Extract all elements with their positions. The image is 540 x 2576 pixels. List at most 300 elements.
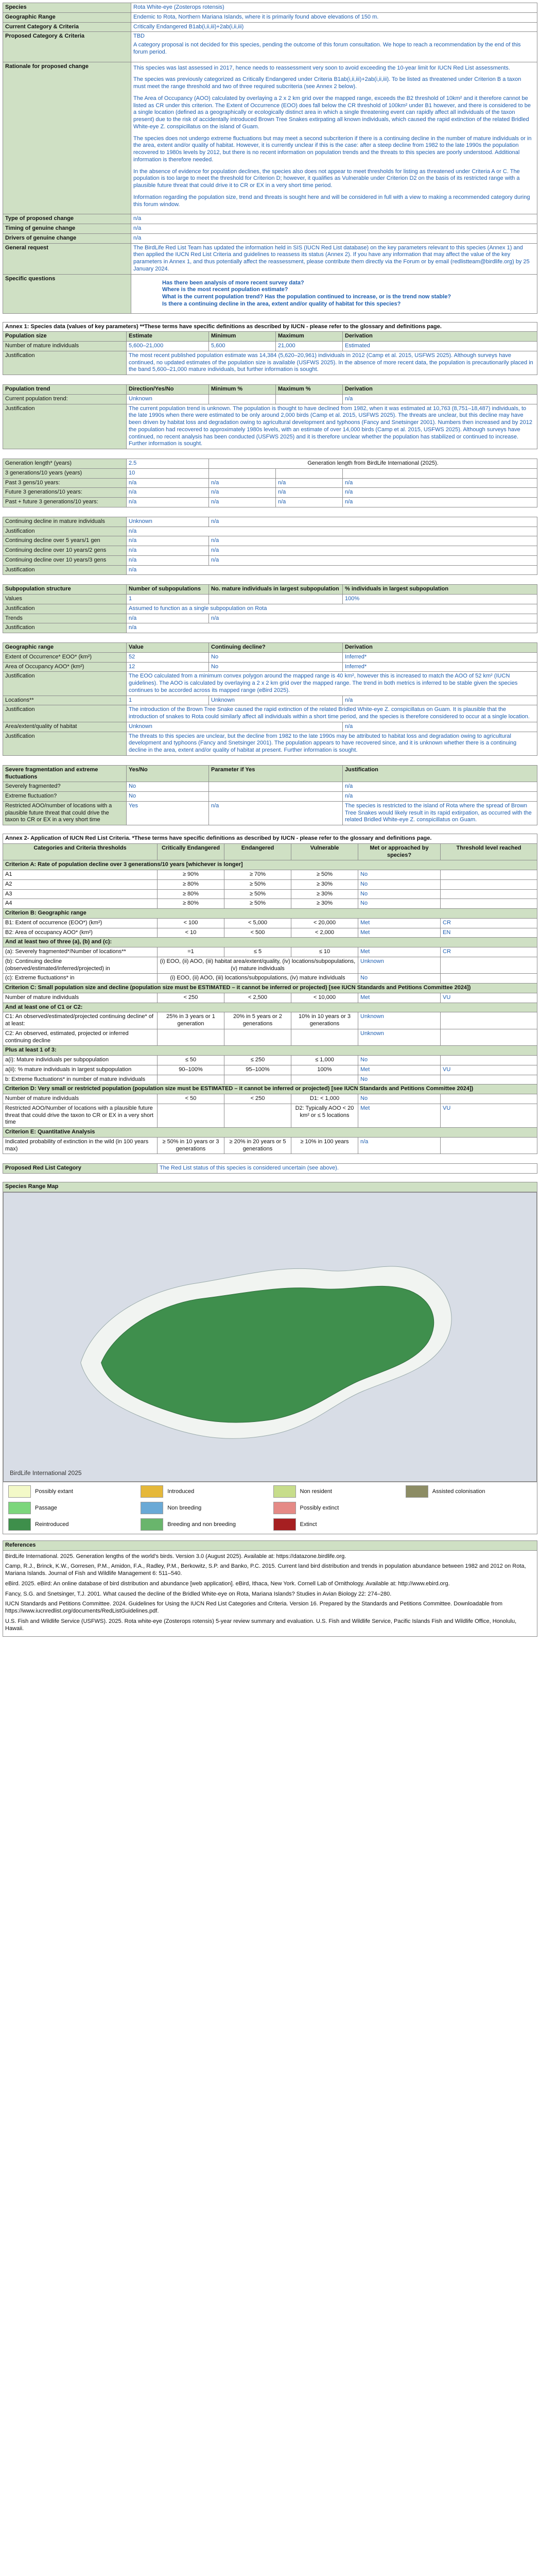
- e-cr: ≥ 50% in 10 years or 3 generations: [158, 1137, 224, 1154]
- c-met: Met: [358, 993, 441, 1003]
- c1-level: [441, 1012, 537, 1029]
- a-en: ≥ 70%: [224, 870, 291, 880]
- d-cr: < 50: [158, 1094, 224, 1104]
- sub-trend2: n/a: [209, 614, 537, 623]
- a-level: [441, 870, 537, 880]
- sub-header-0: Subpopulation structure: [3, 585, 127, 595]
- sub-percent: 100%: [343, 595, 537, 604]
- criterion-b-title: Criterion B: Geographic range: [3, 909, 537, 919]
- e-met: n/a: [358, 1137, 441, 1154]
- cont-value: n/a: [127, 536, 209, 546]
- criterion-a-title: Criterion A: Rate of population decline over 3 generations/10 years [whichever is longer]: [3, 860, 537, 870]
- c-sub-cr: [158, 1075, 224, 1084]
- legend-swatch-9: [273, 1518, 296, 1531]
- pop-header-1: Estimate: [127, 332, 209, 342]
- cont-value: n/a: [127, 546, 209, 556]
- geo-header-2: Continuing decline?: [209, 643, 343, 653]
- locations-derivation: n/a: [343, 696, 537, 705]
- pop-maximum: 21,000: [276, 342, 343, 351]
- general-request-text: The BirdLife Red List Team has updated the information held in SIS (IUCN Red List database) on the key parameters relevant to this species (Annex 1) and then applied the IUCN Red List Criteria and guidelines to reassess its status (Annex 2). If you have any information that may affect the value of the key parameters in Annex 1, and thus potentially affect the reassessment, please contribute them directly via the Forum or by email (redlistteam@birdlife.org) by 25 January 2024.: [131, 243, 537, 274]
- rows3-cell: n/a: [343, 478, 537, 488]
- frag-row-label: Severely fragmented?: [3, 782, 127, 792]
- b-row-label: B1: Extent of occurrence (EOO*) (km²): [3, 918, 158, 928]
- rows3-label: Future 3 generations/10 years:: [3, 488, 127, 498]
- criterion-c-and: And at least one of C1 or C2:: [3, 1003, 537, 1012]
- reference-item: BirdLife International. 2025. Generation lengths of the world's birds. Version 3.0 (August 2025). Available at: https://datazone.birdlife.org.: [5, 1553, 346, 1560]
- e-vu: ≥ 10% in 100 years: [291, 1137, 358, 1154]
- rows3-value: 10: [127, 468, 209, 478]
- trend-min: [209, 394, 276, 404]
- sub-row-label: Justification: [3, 623, 127, 633]
- trend-derivation: n/a: [343, 394, 537, 404]
- c-cr: < 250: [158, 993, 224, 1003]
- d-met: Met: [358, 1104, 441, 1127]
- c-vu: < 10,000: [291, 993, 358, 1003]
- annex1-table: [3, 322, 537, 826]
- threat-label: Restricted AOO/number of locations with a plausible future threat that could drive the taxon to CR or EX in a very short time: [3, 801, 127, 825]
- rationale-paragraph: This species was last assessed in 2017, hence needs to reassessment very soon to avoid exceeding the 10-year limit for IUCN Red List assessments.: [133, 64, 510, 71]
- legend-label: Breeding and non breeding: [167, 1521, 236, 1528]
- geo-decline: No: [209, 662, 343, 672]
- rows3-cell: [209, 468, 276, 478]
- c2-vu: [291, 1029, 358, 1046]
- e-level: [441, 1137, 537, 1154]
- c-sub-met: Met: [358, 1065, 441, 1075]
- legend-swatch-1: [141, 1485, 163, 1498]
- b-en: < 5,000: [224, 918, 291, 928]
- pop-derivation: Estimated: [343, 342, 537, 351]
- rationale-paragraph: The species does not undergo extreme fluctuations but may meet a second subcriterion if there is a continuing decline in the number of mature individuals or in the area, extent and/or quality of habitat. However, it is currently unclear if this is the case: after a steep decline from 1982 to the late 1990s the population recovered to 1980s levels by 2012, but there is no recent information on population trends and the threats to this species are poorly understood. Additional information is therefore needed.: [133, 135, 532, 163]
- drivers-value: n/a: [131, 233, 537, 243]
- b-vu: < 2,000: [291, 928, 358, 938]
- b-b-label: (b): Continuing decline (observed/estimated/inferred/projected) in: [3, 957, 158, 974]
- a-en: ≥ 50%: [224, 879, 291, 889]
- reference-item: eBird. 2025. eBird: An online database of bird distribution and abundance [web application]. eBird, Ithaca, New York. Cornell Lab of Ornithology. Available at: http://www.ebird.org.: [5, 1580, 450, 1587]
- c-en: < 2,500: [224, 993, 291, 1003]
- c1-label: C1: An observed/estimated/projected continuing decline* of at least:: [3, 1012, 158, 1029]
- current-category: Critically Endangered B1ab(i,ii,iii)+2ab(i,ii,iii): [131, 22, 537, 32]
- rationale-label: Rationale for proposed change: [3, 62, 131, 214]
- a-cr: ≥ 80%: [158, 889, 224, 899]
- rows3-cell: n/a: [343, 488, 537, 498]
- map-title: Species Range Map: [3, 1182, 537, 1192]
- legend-swatch-0: [8, 1485, 31, 1498]
- frag-header-3: Justification: [343, 765, 537, 782]
- legend-swatch-3: [406, 1485, 428, 1498]
- d-en: < 250: [224, 1094, 291, 1104]
- b-level: EN: [441, 928, 537, 938]
- sub-row-label: Justification: [3, 604, 127, 614]
- c2-level: [441, 1029, 537, 1046]
- c1-en: 20% in 5 years or 2 generations: [224, 1012, 291, 1029]
- legend-swatch-6: [273, 1502, 296, 1514]
- pop-row-label: Number of mature individuals: [3, 342, 127, 351]
- b-a-cr: =1: [158, 947, 224, 957]
- map-legend: [5, 1483, 535, 1533]
- locations-decline: Unknown: [209, 696, 343, 705]
- trend-header-4: Derivation: [343, 385, 537, 395]
- cont-value: Unknown: [127, 517, 209, 527]
- rows3-cell: n/a: [209, 498, 276, 507]
- a2-head: Vulnerable: [291, 843, 358, 860]
- a-vu: ≥ 30%: [291, 889, 358, 899]
- rows3-label: 3 generations/10 years (years): [3, 468, 127, 478]
- locations-label: Locations**: [3, 696, 127, 705]
- geo-row-label: Extent of Occurrence* EOO* (km²): [3, 652, 127, 662]
- sub-row-label: Trends: [3, 614, 127, 623]
- sub-header-2: No. mature individuals in largest subpopulation: [209, 585, 343, 595]
- question-item: Has there been analysis of more recent survey data?: [162, 279, 304, 286]
- reference-item: Fancy, S.G. and Snetsinger, T.J. 2001. What caused the decline of the Bridled White-eye on Rota, Mariana Islands? Studies in Avian Biology 22: 274–280.: [5, 1590, 392, 1597]
- trend-header-1: Direction/Yes/No: [127, 385, 209, 395]
- criterion-c-title: Criterion C: Small population size and decline (population size must be ESTIMATED – it cannot be inferred or projected) [see IUCN Standards and Petitions Committee 2024]): [3, 984, 537, 993]
- c-sub-vu: ≤ 1,000: [291, 1056, 358, 1065]
- legend-swatch-8: [141, 1518, 163, 1531]
- reference-item: U.S. Fish and Wildlife Service (USFWS). 2025. Rota white-eye (Zosterops rotensis) 5-year review summary and evaluation. U.S. Fish and Wildlife Service, Pacific Islands Fish and Wildlife Office, Honolulu, Hawaii.: [5, 1618, 517, 1632]
- geo-decline: No: [209, 652, 343, 662]
- b-a-level: CR: [441, 947, 537, 957]
- rows3-label: Past + future 3 generations/10 years:: [3, 498, 127, 507]
- c-sub-cr: ≤ 50: [158, 1056, 224, 1065]
- criterion-b-and: And at least two of three (a), (b) and (c):: [3, 938, 537, 947]
- factsheet: [3, 3, 537, 1637]
- legend-label: Assisted colonisation: [432, 1488, 485, 1495]
- pop-header-3: Maximum: [276, 332, 343, 342]
- legend-label: Reintroduced: [35, 1521, 69, 1528]
- b-met: Met: [358, 918, 441, 928]
- habitat-derivation: n/a: [343, 722, 537, 732]
- b-cr: < 100: [158, 918, 224, 928]
- cont-label: Continuing decline in mature individuals: [3, 517, 127, 527]
- b-vu: < 20,000: [291, 918, 358, 928]
- rationale-paragraph: In the absence of evidence for population declines, the species also does not appear to meet thresholds for listing as threatened under Criteria A or C. The population is too large to meet the threshold for Criterion D; however, it qualifies as Vulnerable under Criterion D2 on the basis of its restricted range with a plausible future threat that could drive it to CR or EX in a very short time period.: [133, 168, 520, 189]
- a-level: [441, 889, 537, 899]
- pop-header-4: Derivation: [343, 332, 537, 342]
- cont-label: Continuing decline over 10 years/3 gens: [3, 555, 127, 565]
- reference-item: IUCN Standards and Petitions Committee. 2024. Guidelines for Using the IUCN Red List Categories and Criteria. Version 16. Prepared by the Standards and Petitions Committee. Downloadable from https://www.iucnredlist.org/documents/RedListGuidelines.pdf.: [5, 1601, 503, 1614]
- geo-header-0: Geographic range: [3, 643, 127, 653]
- rows3-cell: n/a: [276, 488, 343, 498]
- map-credit: BirdLife International 2025: [9, 1469, 82, 1477]
- c1-cr: 25% in 3 years or 1 generation: [158, 1012, 224, 1029]
- rows3-cell: n/a: [276, 478, 343, 488]
- d-met: No: [358, 1094, 441, 1104]
- rows3-cell: [343, 468, 537, 478]
- trend-max: [276, 394, 343, 404]
- b-c-label: (c): Extreme fluctuations* in: [3, 974, 158, 984]
- annex2-title: Annex 2- Application of IUCN Red List Criteria. *These terms have specific definitions as described by IUCN - please refer to the glossary and definitions page.: [3, 834, 537, 844]
- frag-header-1: Yes/No: [127, 765, 209, 782]
- pop-minimum: 5,600: [209, 342, 276, 351]
- geo-value: 52: [127, 652, 209, 662]
- trend-direction: Unknown: [127, 394, 209, 404]
- geo-justification: The EOO calculated from a minimum convex polygon around the mapped range is 40 km², however this is increased to match the AOO of 52 km² (IUCN guidelines). The AOO is calculated by overlaying a 2 x 2 km grid over the mapped range. The trend in both metrics is inferred to be stable given the species continues to be accorded across its mapped range (eBird 2025).: [127, 672, 537, 696]
- trend-row-label: Current population trend:: [3, 394, 127, 404]
- d-en: [224, 1104, 291, 1127]
- locations-justification: The introduction of the Brown Tree Snake caused the rapid extinction of the related Bridled White-eye Z. conspicillatus on Guam. It is plausible that the introduction of snakes to Rota could similarly affect all individuals within a short time period, and the species is therefore considered to occur at a single location.: [127, 705, 537, 722]
- b-b-met: Unknown: [358, 957, 441, 974]
- sub-count: 1: [127, 595, 209, 604]
- b-a-vu: ≤ 10: [291, 947, 358, 957]
- cont-value: n/a: [127, 565, 537, 575]
- a-row-label: A3: [3, 889, 158, 899]
- rows3-cell: n/a: [343, 498, 537, 507]
- current-category-label: Current Category & Criteria: [3, 22, 131, 32]
- type-value: n/a: [131, 214, 537, 224]
- sub-justification: Assumed to function as a single subpopulation on Rota: [127, 604, 537, 614]
- geo-header-1: Value: [127, 643, 209, 653]
- frag-param: [209, 792, 343, 802]
- timing-label: Timing of genuine change: [3, 224, 131, 234]
- legend-swatch-5: [141, 1502, 163, 1514]
- proposed-red-list-text: The Red List status of this species is considered uncertain (see above).: [158, 1164, 537, 1174]
- sub-largest: [209, 595, 343, 604]
- c-sub-label: b: Extreme fluctuations* in number of mature individuals: [3, 1075, 158, 1084]
- b-cr: < 10: [158, 928, 224, 938]
- justification-label: Justification: [3, 732, 127, 755]
- rationale-text: [131, 62, 537, 214]
- frag-header-0: Severe fragmentation and extreme fluctuations: [3, 765, 127, 782]
- sub-trend: n/a: [127, 614, 209, 623]
- pop-header-2: Minimum: [209, 332, 276, 342]
- cont-label: Justification: [3, 527, 127, 536]
- c-sub-level: VU: [441, 1065, 537, 1075]
- proposed-text: A category proposal is not decided for this species, pending the outcome of this forum consultation. We hope to reach a recommendation by the end of this forum period.: [133, 42, 521, 55]
- trend-justification: The current population trend is unknown. The population is thought to have declined from 1982, when it was estimated at 10,763 (8,751–18,487) individuals, to the late 1990s when there were estimated to be only around 2,000 birds (Camp et al. 2015, USFWS 2025). The threats are unclear, but this decline may have been driven by habitat loss and degradation owing to agricultural development and typhoons (Fancy and Snetsinger 2001). Numbers then increased and by 2012 the population had recovered to approximately 1980s levels, with an estimate of over 14,000 birds (Camp et al. 2015, USFWS 2025). Although surveys have continued, no recent analysis has been conducted (USFWS 2025) and it is therefore unclear whether the population has stabilized or continued to increase. Further information is sought.: [127, 404, 537, 449]
- a-met: No: [358, 879, 441, 889]
- proposed-red-list-label: Proposed Red List Category: [3, 1164, 158, 1174]
- proposed-category-label: Proposed Category & Criteria: [3, 32, 131, 62]
- locations-value: 1: [127, 696, 209, 705]
- proposed-category: [131, 32, 537, 62]
- trend-header-3: Maximum %: [276, 385, 343, 395]
- proposed-tbd: TBD: [133, 33, 145, 40]
- c-sub-level: [441, 1075, 537, 1084]
- gen-length-source: Generation length from BirdLife International (2025).: [209, 459, 537, 469]
- d-level: VU: [441, 1104, 537, 1127]
- frag-just: n/a: [343, 782, 537, 792]
- e-en: ≥ 20% in 20 years or 5 generations: [224, 1137, 291, 1154]
- a-vu: ≥ 30%: [291, 879, 358, 889]
- cont-value2: n/a: [209, 536, 537, 546]
- cont-label: Continuing decline over 5 years/1 gen: [3, 536, 127, 546]
- a-cr: ≥ 80%: [158, 879, 224, 889]
- a-vu: ≥ 50%: [291, 870, 358, 880]
- a2-head: Categories and Criteria thresholds: [3, 843, 158, 860]
- c-level: VU: [441, 993, 537, 1003]
- legend-label: Non breeding: [167, 1504, 202, 1511]
- frag-param: [209, 782, 343, 792]
- question-item: Where is the most recent population estimate?: [162, 286, 288, 293]
- justification-label: Justification: [3, 351, 127, 375]
- frag-value: No: [127, 782, 209, 792]
- c-sub-label: a(ii): % mature individuals in largest subpopulation: [3, 1065, 158, 1075]
- sub-trend-justification: n/a: [127, 623, 537, 633]
- c-sub-level: [441, 1056, 537, 1065]
- a-met: No: [358, 870, 441, 880]
- frag-value: No: [127, 792, 209, 802]
- trend-header-0: Population trend: [3, 385, 127, 395]
- a-level: [441, 879, 537, 889]
- frag-row-label: Extreme fluctuation?: [3, 792, 127, 802]
- range-label: Geographic Range: [3, 12, 131, 22]
- rows3-cell: [276, 468, 343, 478]
- b-b-desc: (i) EOO, (ii) AOO, (iii) habitat area/extent/quality, (iv) locations/subpopulations, (v) mature individuals: [158, 957, 358, 974]
- legend-label: Passage: [35, 1504, 57, 1511]
- b-c-met: No: [358, 974, 441, 984]
- pop-estimate: 5,600–21,000: [127, 342, 209, 351]
- gen-length-label: Generation length* (years): [3, 459, 127, 469]
- sub-header-1: Number of subpopulations: [127, 585, 209, 595]
- range-map: [3, 1192, 537, 1482]
- criterion-c-plus: Plus at least 1 of 3:: [3, 1046, 537, 1056]
- a2-head: Endangered: [224, 843, 291, 860]
- criterion-e-title: Criterion E: Quantitative Analysis: [3, 1128, 537, 1138]
- b-en: < 500: [224, 928, 291, 938]
- b-met: Met: [358, 928, 441, 938]
- justification-label: Justification: [3, 672, 127, 696]
- justification-label: Justification: [3, 404, 127, 449]
- question-item: What is the current population trend? Has the population continued to increase, or is the trend now stable?: [162, 294, 451, 300]
- c-sub-en: [224, 1075, 291, 1084]
- species-name: Rota White-eye (Zosterops rotensis): [131, 3, 537, 13]
- legend-label: Introduced: [167, 1488, 195, 1495]
- map-svg: [4, 1193, 536, 1481]
- sub-header-3: % individuals in largest subpopulation: [343, 585, 537, 595]
- legend-label: Possibly extant: [35, 1488, 73, 1495]
- rows3-cell: n/a: [276, 498, 343, 507]
- habitat-label: Area/extent/quality of habitat: [3, 722, 127, 732]
- b-a-en: ≤ 5: [224, 947, 291, 957]
- d-level: [441, 1094, 537, 1104]
- rows3-value: n/a: [127, 478, 209, 488]
- c2-met: Unknown: [358, 1029, 441, 1046]
- cont-label: Continuing decline over 10 years/2 gens: [3, 546, 127, 556]
- cont-value2: n/a: [209, 555, 537, 565]
- annex1-title: Annex 1: Species data (values of key parameters) **These terms have specific definitions as described by IUCN - please refer to the glossary and definitions page.: [3, 322, 537, 332]
- general-request-label: General request: [3, 243, 131, 274]
- legend-swatch-7: [8, 1518, 31, 1531]
- a-row-label: A2: [3, 879, 158, 889]
- cont-value2: n/a: [209, 517, 537, 527]
- b-row-label: B2: Area of occupancy AOO* (km²): [3, 928, 158, 938]
- c2-cr: [158, 1029, 224, 1046]
- d-vu: D1: < 1,000: [291, 1094, 358, 1104]
- d-cr: [158, 1104, 224, 1127]
- specific-questions-label: Specific questions: [3, 274, 131, 313]
- c-sub-label: a(i): Mature individuals per subpopulation: [3, 1056, 158, 1065]
- annex2-table: [3, 834, 537, 1174]
- d-row-label: Number of mature individuals: [3, 1094, 158, 1104]
- threat-param: n/a: [209, 801, 343, 825]
- references-title: References: [3, 1540, 537, 1550]
- d-vu: D2: Typically AOO < 20 km² or ≤ 5 locations: [291, 1104, 358, 1127]
- b-c-level: [441, 974, 537, 984]
- a-vu: ≥ 30%: [291, 899, 358, 909]
- habitat-value: Unknown: [127, 722, 343, 732]
- b-c-desc: (i) EOO, (ii) AOO, (iii) locations/subpopulations, (iv) mature individuals: [158, 974, 358, 984]
- habitat-justification: The threats to this species are unclear, but the decline from 1982 to the late 1990s may be attributed to habitat loss and degradation owing to agricultural development and typhoons (Fancy and Snetsinger 2001). The population appears to have recovered since, and it is unknown whether there is a continuing decline in the area, extent and/or quality of habitat at present. Further information is sought.: [127, 732, 537, 755]
- rows3-value: n/a: [127, 488, 209, 498]
- c-sub-vu: 100%: [291, 1065, 358, 1075]
- geo-header-3: Derivation: [343, 643, 537, 653]
- species-table: [3, 3, 537, 314]
- c1-met: Unknown: [358, 1012, 441, 1029]
- rationale-paragraph: The species was previously categorized as Critically Endangered under Criteria B1ab(i,ii,iii)+2ab(i,ii,iii). To be listed as threatened under Criterion B a taxon must meet the range threshold and two of three required subcriteria (see Annex 2 below).: [133, 76, 521, 90]
- geo-derivation: Inferred*: [343, 662, 537, 672]
- threat-value: Yes: [127, 801, 209, 825]
- frag-header-2: Parameter if Yes: [209, 765, 343, 782]
- a-met: No: [358, 899, 441, 909]
- timing-value: n/a: [131, 224, 537, 234]
- a-row-label: A4: [3, 899, 158, 909]
- criterion-d-title: Criterion D: Very small or restricted population (population size must be ESTIMATED – it cannot be inferred or projected) [see IUCN Standards and Petitions Committee 2024]): [3, 1084, 537, 1094]
- c2-en: [224, 1029, 291, 1046]
- threat-justification: The species is restricted to the island of Rota where the spread of Brown Tree Snakes would likely result in its rapid extirpation, as occurred with the related Bridled White-eye Z. conspicillatus on Guam.: [343, 801, 537, 825]
- c2-label: C2: An observed, estimated, projected or inferred continuing decline: [3, 1029, 158, 1046]
- b-level: CR: [441, 918, 537, 928]
- a2-head: Critically Endangered: [158, 843, 224, 860]
- pop-header-0: Population size: [3, 332, 127, 342]
- frag-just: n/a: [343, 792, 537, 802]
- geo-derivation: Inferred*: [343, 652, 537, 662]
- justification-label: Justification: [3, 705, 127, 722]
- c1-vu: 10% in 10 years or 3 generations: [291, 1012, 358, 1029]
- rows3-cell: n/a: [209, 478, 276, 488]
- range-text: Endemic to Rota, Northern Mariana Islands, where it is primarily found above elevations of 150 m.: [131, 12, 537, 22]
- c-sub-en: 95–100%: [224, 1065, 291, 1075]
- type-label: Type of proposed change: [3, 214, 131, 224]
- cont-value: n/a: [127, 527, 537, 536]
- drivers-label: Drivers of genuine change: [3, 233, 131, 243]
- legend-label: Possibly extinct: [300, 1504, 339, 1511]
- legend-label: Extinct: [300, 1521, 317, 1528]
- cont-value: n/a: [127, 555, 209, 565]
- rows3-cell: n/a: [209, 488, 276, 498]
- c-row-label: Number of mature individuals: [3, 993, 158, 1003]
- legend-label: Non resident: [300, 1488, 332, 1495]
- b-b-level: [441, 957, 537, 974]
- geo-row-label: Area of Occupancy AOO* (km²): [3, 662, 127, 672]
- b-a-met: Met: [358, 947, 441, 957]
- rows3-label: Past 3 gens/10 years:: [3, 478, 127, 488]
- legend-swatch-4: [8, 1502, 31, 1514]
- species-label: Species: [3, 3, 131, 13]
- b-a-label: (a): Severely fragmented*/Number of locations**: [3, 947, 158, 957]
- c-sub-vu: [291, 1075, 358, 1084]
- pop-justification: The most recent published population estimate was 14,384 (5,620–20,961) individuals in 2012 (Camp et al. 2015, USFWS 2025). Although surveys have continued, no updated estimates of the population size is available (USFWS 2025). In the absence of more recent data, the population is precautionarily placed in the band 5,600–21,000 mature individuals, but further information is sought.: [127, 351, 537, 375]
- c-sub-met: No: [358, 1075, 441, 1084]
- question-item: Is there a continuing decline in the area, extent and/or quality of habitat for this species?: [162, 300, 401, 307]
- geo-value: 12: [127, 662, 209, 672]
- c-sub-met: No: [358, 1056, 441, 1065]
- reference-item: Camp, R.J., Brinck, K.W., Gorresen, P.M., Amidon, F.A., Radley, P.M., Berkowitz, S.P. and Banko, P.C. 2015. Current land bird distribution and trends in population abundance between 1982 and 2012 on Rota, Mariana Islands. Journal of Fish and Wildlife Management 6: 511–540.: [5, 1563, 526, 1577]
- a2-head: Threshold level reached: [441, 843, 537, 860]
- gen-length-value: 2.5: [127, 459, 209, 469]
- map-table: [3, 1182, 537, 1534]
- a-row-label: A1: [3, 870, 158, 880]
- trend-header-2: Minimum %: [209, 385, 276, 395]
- legend-swatch-2: [273, 1485, 296, 1498]
- cont-value2: n/a: [209, 546, 537, 556]
- sub-row-label: Values: [3, 595, 127, 604]
- references-table: [3, 1540, 537, 1637]
- d-row-label: Restricted AOO/Number of locations with a plausible future threat that could drive the taxon to CR or EX in a very short time: [3, 1104, 158, 1127]
- rationale-paragraph: Information regarding the population size, trend and threats is sought here and will be considered in full with a view to making a recommended category during this forum window.: [133, 194, 530, 208]
- a-met: No: [358, 889, 441, 899]
- a2-head: Met or approached by species?: [358, 843, 441, 860]
- rows3-value: n/a: [127, 498, 209, 507]
